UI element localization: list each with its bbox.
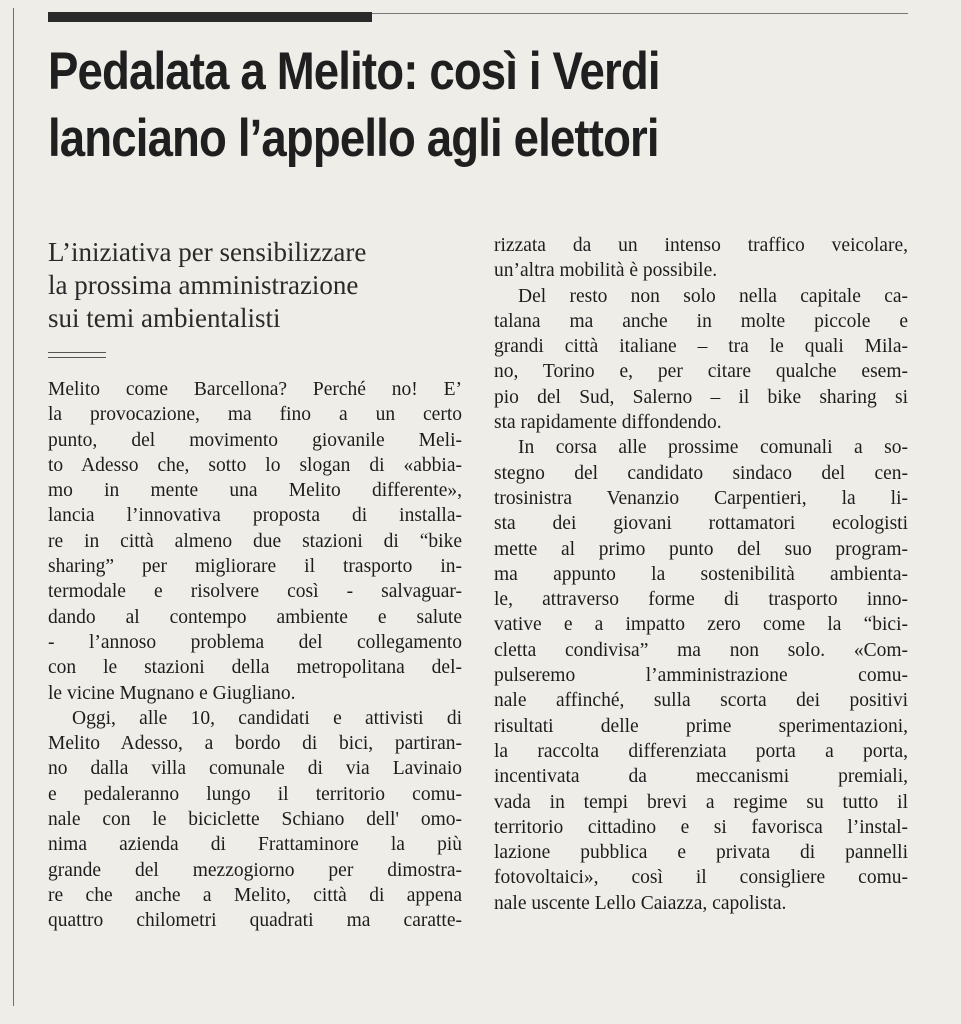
text-line: fotovoltaici», così il consigliere comu- <box>494 867 908 889</box>
text-line: sharing” per migliorare il trasporto in- <box>48 556 462 578</box>
text-line: no dalla villa comunale di via Lavinaio <box>48 758 462 780</box>
text-line: Oggi, alle 10, candidati e attivisti di <box>72 707 462 729</box>
text-line: incentivata da meccanismi premiali, <box>494 766 908 788</box>
text-line: un’altra mobilità è possibile. <box>494 260 718 282</box>
text-line: lancia l’innovativa proposta di installa- <box>48 505 462 527</box>
subheadline-line: sui temi ambientalisti <box>48 303 281 333</box>
text-line: pulseremo l’amministrazione comu- <box>494 665 908 687</box>
article-column-right <box>494 233 908 916</box>
text-line: Del resto non solo nella capitale ca- <box>518 285 908 307</box>
text-line: mo in mente una Melito differente», <box>48 480 462 502</box>
text-line: grandi città italiane – tra le quali Mila- <box>494 336 908 358</box>
text-line: la raccolta differenziata porta a porta, <box>494 740 908 762</box>
text-line: dando al contempo ambiente e salute <box>48 606 462 628</box>
headline-line: lanciano l’appello agli elettori <box>48 109 659 168</box>
text-line: territorio cittadino e si favorisca l’instal- <box>494 816 908 838</box>
text-line: nima azienda di Frattaminore la più <box>48 834 462 856</box>
section-bar <box>48 12 372 22</box>
text-line: vada in tempi brevi a regime su tutto il <box>494 791 908 813</box>
text-line: ma appunto la sostenibilità ambienta- <box>494 563 908 585</box>
decorative-rule <box>48 352 106 353</box>
text-line: re in città almeno due stazioni di “bike <box>48 530 462 552</box>
text-line: rizzata da un intenso traffico veicolare, <box>494 235 908 256</box>
text-line: stegno del candidato sindaco del cen- <box>494 462 908 484</box>
text-line: In corsa alle prossime comunali a so- <box>518 437 908 459</box>
text-line: con le stazioni della metropolitana del- <box>48 657 462 679</box>
text-line: le, attraverso forme di trasporto inno- <box>494 589 908 611</box>
text-line: risultati delle prime sperimentazioni, <box>494 715 908 737</box>
headline-line: Pedalata a Melito: così i Verdi <box>48 42 660 101</box>
text-line: termodale e risolvere così - salvaguar- <box>48 581 462 603</box>
text-line: Melito come Barcellona? Perché no! E’ <box>48 379 462 400</box>
text-line: grande del mezzogiorno per dimostra- <box>48 859 462 881</box>
text-line: nale uscente Lello Caiazza, capolista. <box>494 892 787 914</box>
subheadline <box>48 236 468 335</box>
text-line: vative e a impatto zero come la “bici- <box>494 614 908 636</box>
column-rule-left <box>13 8 14 1006</box>
section-rule <box>372 13 908 14</box>
text-line: punto, del movimento giovanile Meli- <box>48 429 462 451</box>
text-line: la provocazione, ma fino a un certo <box>48 404 462 426</box>
subheadline-line: L’iniziativa per sensibilizzare <box>48 237 367 267</box>
text-line: re che anche a Melito, città di appena <box>48 884 462 906</box>
text-line: no, Torino e, per citare qualche esem- <box>494 361 908 383</box>
decorative-rule <box>48 357 106 358</box>
text-line: trosinistra Venanzio Carpentieri, la li- <box>494 487 908 509</box>
text-line: quattro chilometri quadrati ma caratte- <box>48 910 462 932</box>
text-line: nale con le biciclette Schiano dell' omo- <box>48 809 462 831</box>
text-line: pio del Sud, Salerno – il bike sharing si <box>494 386 908 408</box>
text-line: Melito Adesso, a bordo di bici, partiran- <box>48 733 462 755</box>
text-line: nale affinché, sulla scorta dei positivi <box>494 690 908 712</box>
text-line: lazione pubblica e privata di pannelli <box>494 842 908 864</box>
text-line: le vicine Mugnano e Giugliano. <box>48 682 296 704</box>
text-line: mette al primo punto del suo program- <box>494 538 908 560</box>
headline <box>48 38 796 172</box>
article-column-left <box>48 377 462 934</box>
subheadline-line: la prossima amministrazione <box>48 270 359 300</box>
text-line: e pedaleranno lungo il territorio comu- <box>48 783 462 805</box>
text-line: sta dei giovani rottamatori ecologisti <box>494 513 908 535</box>
text-line: sta rapidamente diffondendo. <box>494 412 722 434</box>
text-line: to Adesso che, sotto lo slogan di «abbia- <box>48 454 462 476</box>
text-line: - l’annoso problema del collegamento <box>48 631 462 653</box>
text-line: cletta condivisa” ma non solo. «Com- <box>494 639 908 661</box>
text-line: talana ma anche in molte piccole e <box>494 310 908 332</box>
